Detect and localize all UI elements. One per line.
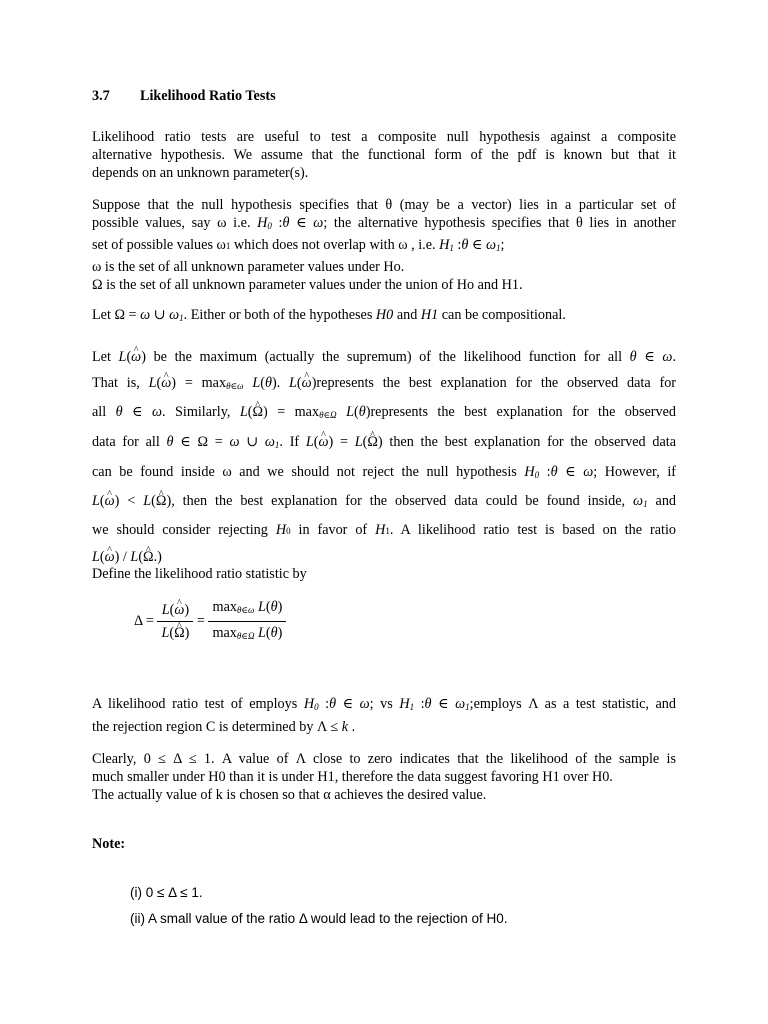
intro-line-1: Likelihood ratio tests are useful to test a composite null hypothesis against a composite xyxy=(92,129,676,145)
paragraph-clearly: Clearly, 0 ≤ Δ ≤ 1. A value of Λ close to zero indicates that the likelihood of the sample is much smaller under H0 than it is under H1, therefore the data suggest favoring H1 over H0. The actually value of k is chosen so that α achieves the desired value. xyxy=(92,751,676,803)
intro-line-2: alternative hypothesis. We assume that the functional form of the pdf is known but that it xyxy=(92,147,676,163)
hyp-line-5: Ω is the set of all unknown parameter values under the union of Ho and H1. xyxy=(92,277,523,293)
intro-line-3: depends on an unknown parameter(s). xyxy=(92,165,309,181)
paragraph-let-omega: Let Ω = ω ∪ $\omega_1$. Either or both of the hypotheses H0 and H1 can be compositional. xyxy=(92,307,566,323)
lik-line-3: all θ ∈ ω. Similarly, L(^ $\Omega) = \max_{\theta\in\Omega}$ L(θ)represents the best explanation for the observed xyxy=(92,399,676,428)
paragraph-intro xyxy=(92,128,676,182)
lik-line-5: can be found inside ω and we should not reject the null hypothesis $H_0$ :θ ∈ ω; However, if xyxy=(92,464,676,480)
section-number: 3.7 xyxy=(92,88,110,104)
lambda-fraction-1: $\frac{L(\^{} \omega)}{L(\^{} \Omega)}$ xyxy=(157,599,193,644)
section-title: Likelihood Ratio Tests xyxy=(140,88,276,104)
note-item-2: (ii) A small value of the ratio Δ would lead to the rejection of H0. xyxy=(130,911,508,926)
note-label: Note: xyxy=(92,836,126,852)
section-heading xyxy=(92,88,676,105)
lik-line-6: L(^ ω) < L(^ Ω), then the best explanation for the observed data could be found inside, $\omega_1$ and xyxy=(92,488,676,517)
paragraph-define: Define the likelihood ratio statistic by xyxy=(92,566,307,582)
hyp-line-1: Suppose that the null hypothesis specifies that θ (may be a vector) lies in a particular set of xyxy=(92,197,676,213)
lambda-fraction-2: $\frac{\max_{\theta\in\omega} L(\theta)}{\max_{\theta\in\Omega} L(\theta)}$ xyxy=(208,596,286,647)
lik-line-2: That is, L(^ $\omega) = \max_{\theta\in\omega} L(\theta)$. L(^ ω)represents the best explanation for the observed data for xyxy=(92,370,676,399)
notes-list xyxy=(130,878,507,930)
hyp-line-3: set of possible values ω1 which does not overlap with ω , i.e. $H_1$ :θ ∈ $\omega_1$; xyxy=(92,237,505,253)
lik-line-4: data for all θ ∈ Ω = ω ∪ $\omega_1$. If L(^ ω) = L(^ Ω) then the best explanation for the observed data xyxy=(92,428,676,459)
paragraph-likelihood xyxy=(92,344,676,570)
hyp-line-4: ω is the set of all unknown parameter values under Ho. xyxy=(92,259,405,275)
lik-line-1: Let L(^ ω) be the maximum (actually the supremum) of the likelihood function for all θ ∈ ω. xyxy=(92,344,676,370)
equation-lambda: Δ = $\frac{L(\^{} \omega)}{L(\^{} \Omega)}$ = $\frac{\max_{\theta\in\omega} L(\theta)}{\max_{\theta\in\Omega} L(\theta)}$ xyxy=(134,596,434,647)
lik-line-8: L(^ ω) / L(^ Ω.) xyxy=(92,544,676,570)
hyp-line-2: possible values, say ω i.e. $H_0$ :θ ∈ ω; the alternative hypothesis specifies that θ lies in another xyxy=(92,215,676,231)
note-item-1: (i) 0 ≤ Δ ≤ 1. xyxy=(130,885,203,900)
paragraph-hypotheses xyxy=(92,196,676,294)
lik-line-7: we should consider rejecting H0 in favor of H1. A likelihood ratio test is based on the ratio xyxy=(92,522,676,538)
paragraph-test: A likelihood ratio test of employs $H_0$ :θ ∈ ω; vs $H_1$ :θ ∈ $\omega_1;employs$ Λ as a test statistic, and the rejection region C is determined by Λ ≤ k . xyxy=(92,696,676,735)
